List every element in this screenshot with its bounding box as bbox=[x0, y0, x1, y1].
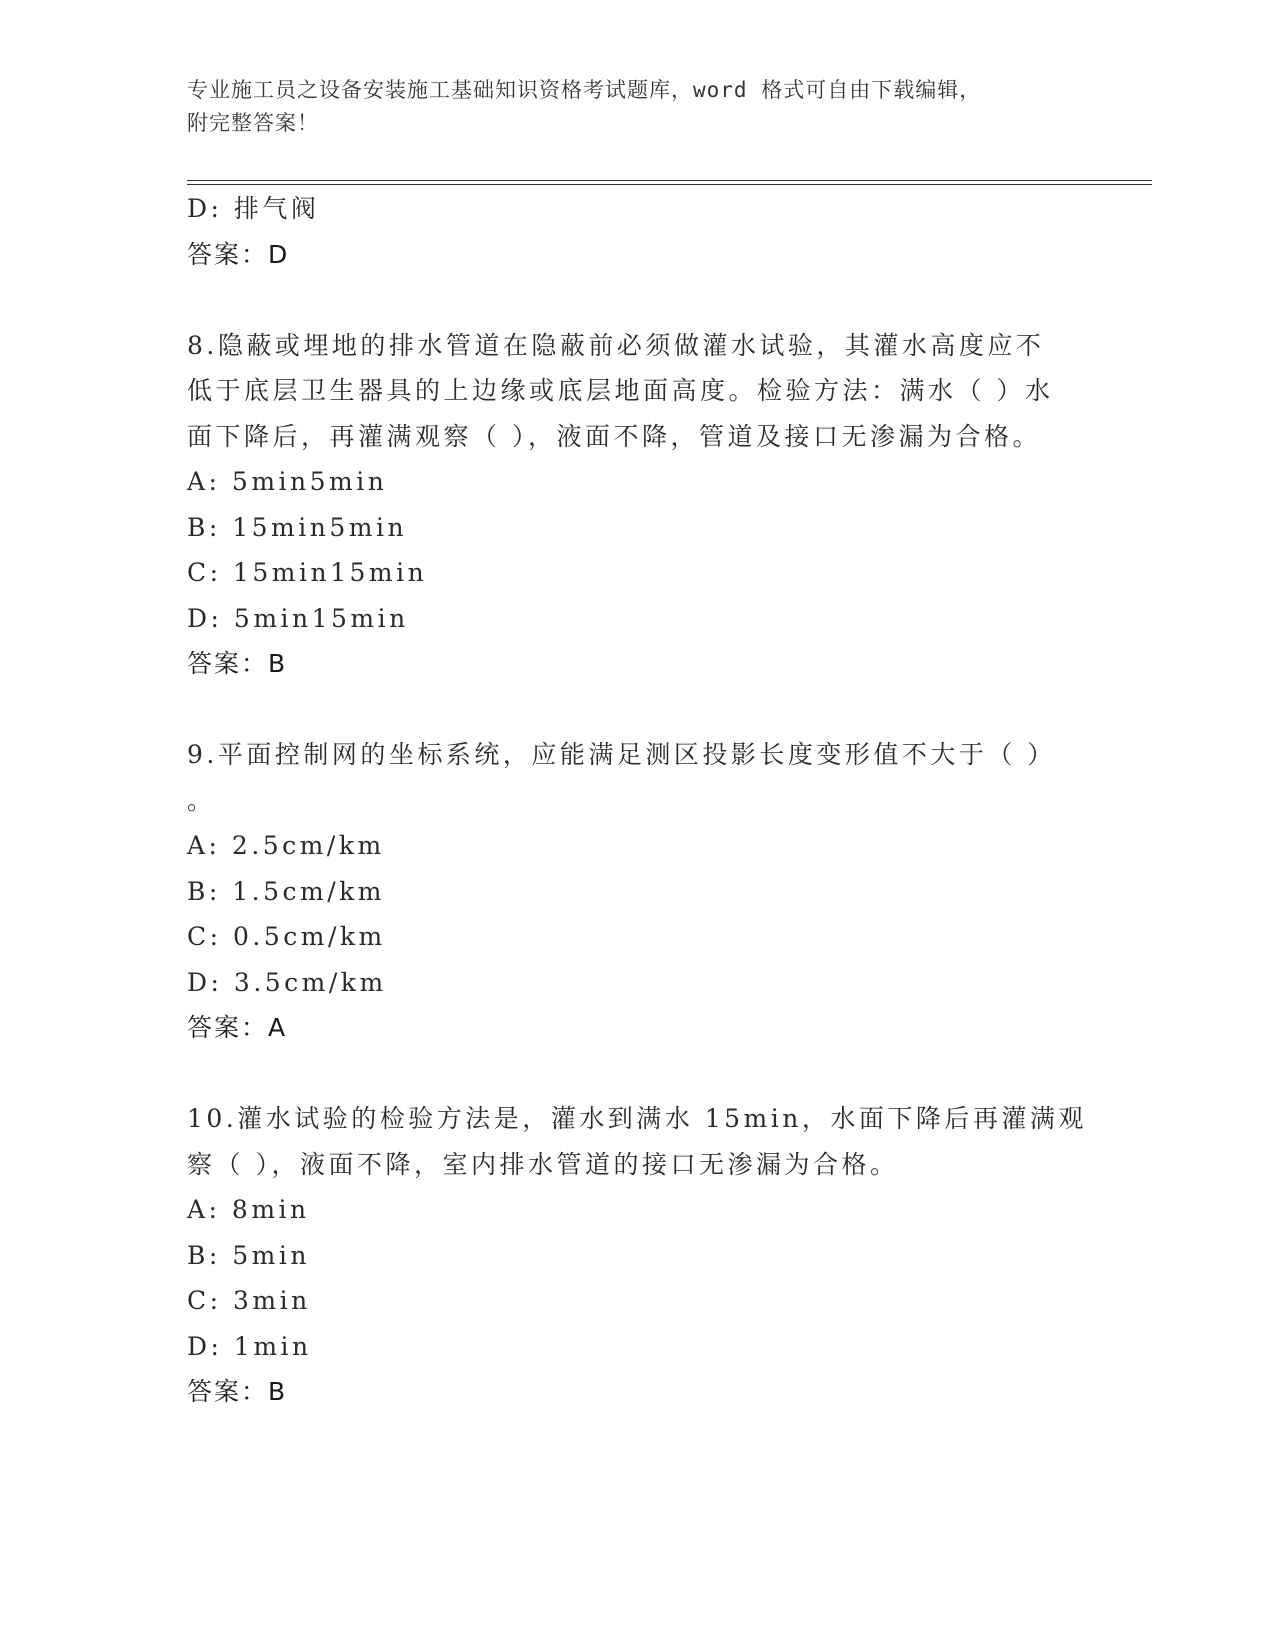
header-line-2: 附完整答案！ bbox=[187, 111, 319, 135]
question-stem-line: 8.隐蔽或埋地的排水管道在隐蔽前必须做灌水试验，其灌水高度应不 bbox=[187, 330, 1045, 360]
option-d: D: 1min bbox=[187, 1331, 312, 1361]
option-c: C: 15min15min bbox=[187, 558, 428, 587]
question-stem-line: 面下降后，再灌满观察（ ），液面不降，管道及接口无渗漏为合格。 bbox=[187, 421, 1041, 451]
header-divider-bottom bbox=[187, 184, 1152, 185]
question-stem-line: 察（ ），液面不降，室内排水管道的接口无渗漏为合格。 bbox=[187, 1149, 899, 1179]
option-c: C: 0.5cm/km bbox=[187, 922, 386, 951]
option-b: B: 1.5cm/km bbox=[187, 876, 385, 906]
option-b: B: 5min bbox=[187, 1240, 310, 1270]
question-stem-line: 10.灌水试验的检验方法是，灌水到满水 15min，水面下降后再灌满观 bbox=[187, 1104, 1087, 1133]
header-line-1: 专业施工员之设备安装施工基础知识资格考试题库，word 格式可自由下载编辑， bbox=[187, 78, 982, 102]
question-8 bbox=[187, 323, 1087, 687]
previous-question-tail bbox=[187, 186, 1087, 277]
question-9 bbox=[187, 732, 1087, 1051]
spacer bbox=[187, 277, 1087, 323]
option-d: D: 5min15min bbox=[187, 603, 409, 633]
option-d: D: 3.5cm/km bbox=[187, 967, 387, 997]
answer-line: 答案：D bbox=[187, 239, 290, 269]
question-stem-line: 9.平面控制网的坐标系统，应能满足测区投影长度变形值不大于（ ） bbox=[187, 740, 1056, 769]
question-stem-line: 。 bbox=[187, 785, 216, 815]
option-b: B: 15min5min bbox=[187, 512, 408, 542]
option-d: D: 排气阀 bbox=[187, 194, 320, 223]
spacer bbox=[187, 687, 1087, 733]
option-a: A: 2.5cm/km bbox=[187, 831, 385, 860]
spacer bbox=[187, 1051, 1087, 1097]
question-stem-line: 低于底层卫生器具的上边缘或底层地面高度。检验方法：满水（ ）水 bbox=[187, 376, 1054, 405]
question-content bbox=[187, 186, 1087, 1415]
option-a: A: 5min5min bbox=[187, 467, 388, 496]
option-c: C: 3min bbox=[187, 1286, 311, 1315]
answer-line: 答案：B bbox=[187, 1377, 288, 1406]
option-a: A: 8min bbox=[187, 1195, 310, 1224]
question-10 bbox=[187, 1096, 1087, 1415]
answer-line: 答案：A bbox=[187, 1013, 288, 1042]
document-header bbox=[187, 74, 1087, 140]
header-divider-top bbox=[187, 180, 1152, 181]
answer-line: 答案：B bbox=[187, 649, 288, 678]
